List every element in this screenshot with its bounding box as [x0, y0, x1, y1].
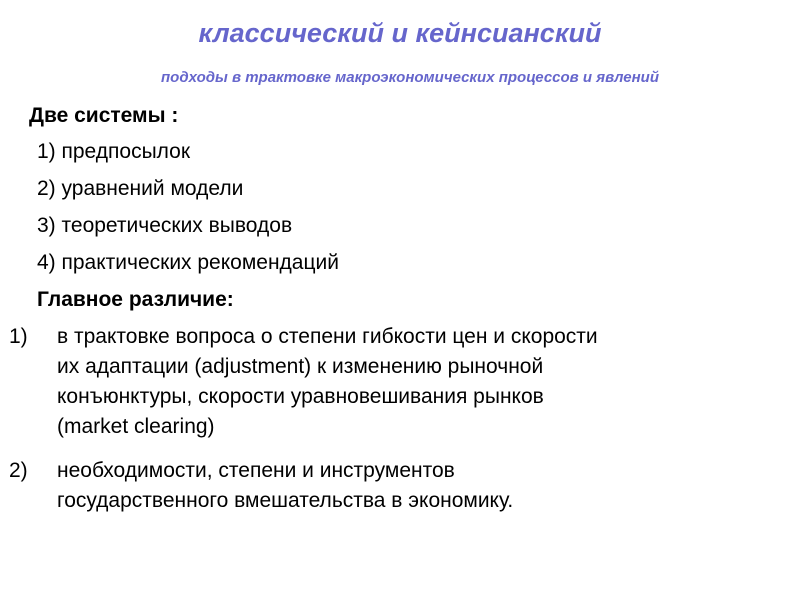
systems-heading: Две системы :	[29, 104, 179, 127]
slide-subtitle: подходы в трактовке макроэкономических процессов и явлений	[161, 69, 659, 86]
difference-text-line: конъюнктуры, скорости уравновешивания рынков	[57, 385, 544, 408]
difference-text-line: в трактовке вопроса о степени гибкости цен и скорости	[57, 325, 598, 348]
systems-item-4: 4) практических рекомендаций	[37, 251, 339, 274]
difference-text-line: (market clearing)	[57, 415, 215, 438]
difference-text-line: государственного вмешательства в экономику.	[57, 489, 514, 512]
difference-heading: Главное различие:	[37, 288, 234, 311]
difference-text-line: их адаптации (adjustment) к изменению рыночной	[57, 355, 544, 378]
difference-item-number: 2)	[9, 459, 28, 482]
slide-title: классический и кейнсианский	[198, 18, 602, 48]
systems-item-1: 1) предпосылок	[37, 140, 191, 163]
systems-item-2: 2) уравнений модели	[37, 177, 244, 200]
difference-item-2	[9, 456, 789, 521]
difference-item-1	[9, 322, 789, 447]
difference-item-number: 1)	[9, 325, 28, 348]
systems-item-3: 3) теоретических выводов	[37, 214, 293, 237]
difference-item-text	[57, 456, 757, 516]
difference-item-text	[57, 322, 757, 442]
difference-text-line: необходимости, степени и инструментов	[57, 459, 455, 482]
